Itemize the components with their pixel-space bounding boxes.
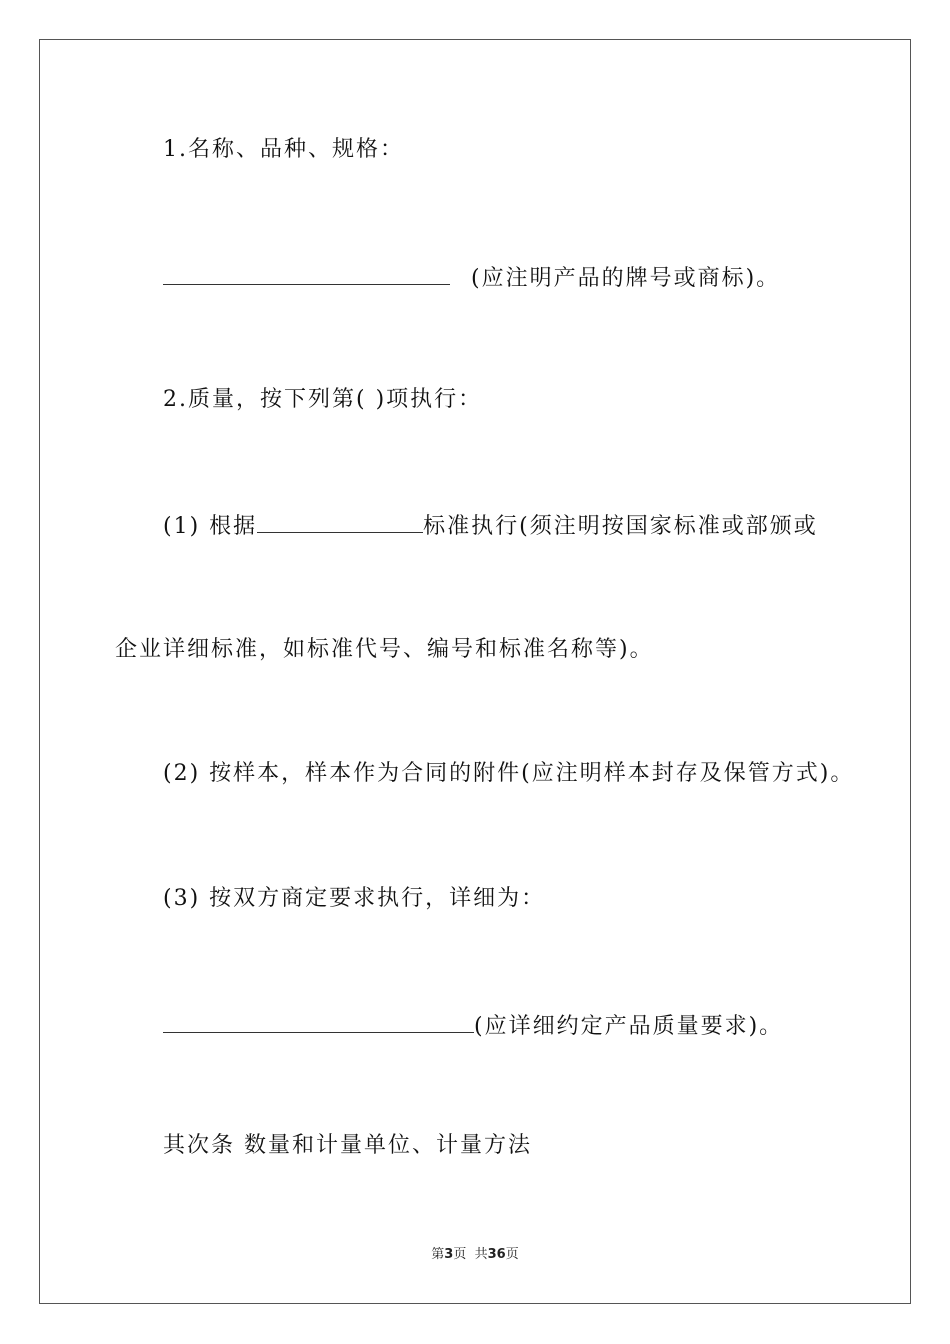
clause-2-2-text: (2) 按样本，样本作为合同的附件(应注明样本封存及保管方式)。 [163, 761, 855, 786]
clause-1-title [163, 135, 404, 165]
page-border [39, 39, 911, 1304]
fill-blank-brand[interactable] [163, 262, 450, 285]
footer-page-suffix: 页 [505, 1247, 519, 1262]
clause-2-1-line [163, 510, 818, 542]
footer-page-prefix: 第 [431, 1247, 445, 1262]
clause-1-fill-line [163, 262, 780, 294]
clause-1-note: (应注明产品的牌号或商标)。 [471, 266, 781, 291]
clause-2-3-note: (应详细约定产品质量要求)。 [474, 1014, 784, 1039]
section-2-text: 其次条 数量和计量单位、计量方法 [163, 1133, 532, 1158]
clause-2-1-cont-text: 企业详细标准，如标准代号、编号和标准名称等)。 [115, 637, 654, 662]
clause-2-1-prefix: (1) 根据 [163, 514, 258, 539]
footer-page-mid: 页 共 [453, 1247, 488, 1262]
clause-2-title [163, 385, 482, 415]
footer-page-total: 36 [487, 1247, 506, 1262]
fill-blank-standard[interactable] [257, 510, 423, 533]
clause-1-text: 1.名称、品种、规格： [163, 137, 404, 162]
clause-2-3-fill-line [163, 1010, 783, 1042]
clause-2-1-continuation [115, 635, 654, 665]
fill-blank-quality[interactable] [163, 1010, 474, 1033]
clause-2-text: 2.质量，按下列第( )项执行： [163, 387, 483, 412]
clause-2-3-text: (3) 按双方商定要求执行，详细为： [163, 886, 546, 911]
clause-2-2-line [163, 759, 854, 789]
clause-2-3-line [163, 884, 545, 914]
section-2-heading [163, 1131, 532, 1161]
footer-page-current: 3 [444, 1247, 454, 1262]
clause-2-1-suffix: 标准执行(须注明按国家标准或部颁或 [423, 514, 818, 539]
page-footer [0, 1245, 950, 1265]
